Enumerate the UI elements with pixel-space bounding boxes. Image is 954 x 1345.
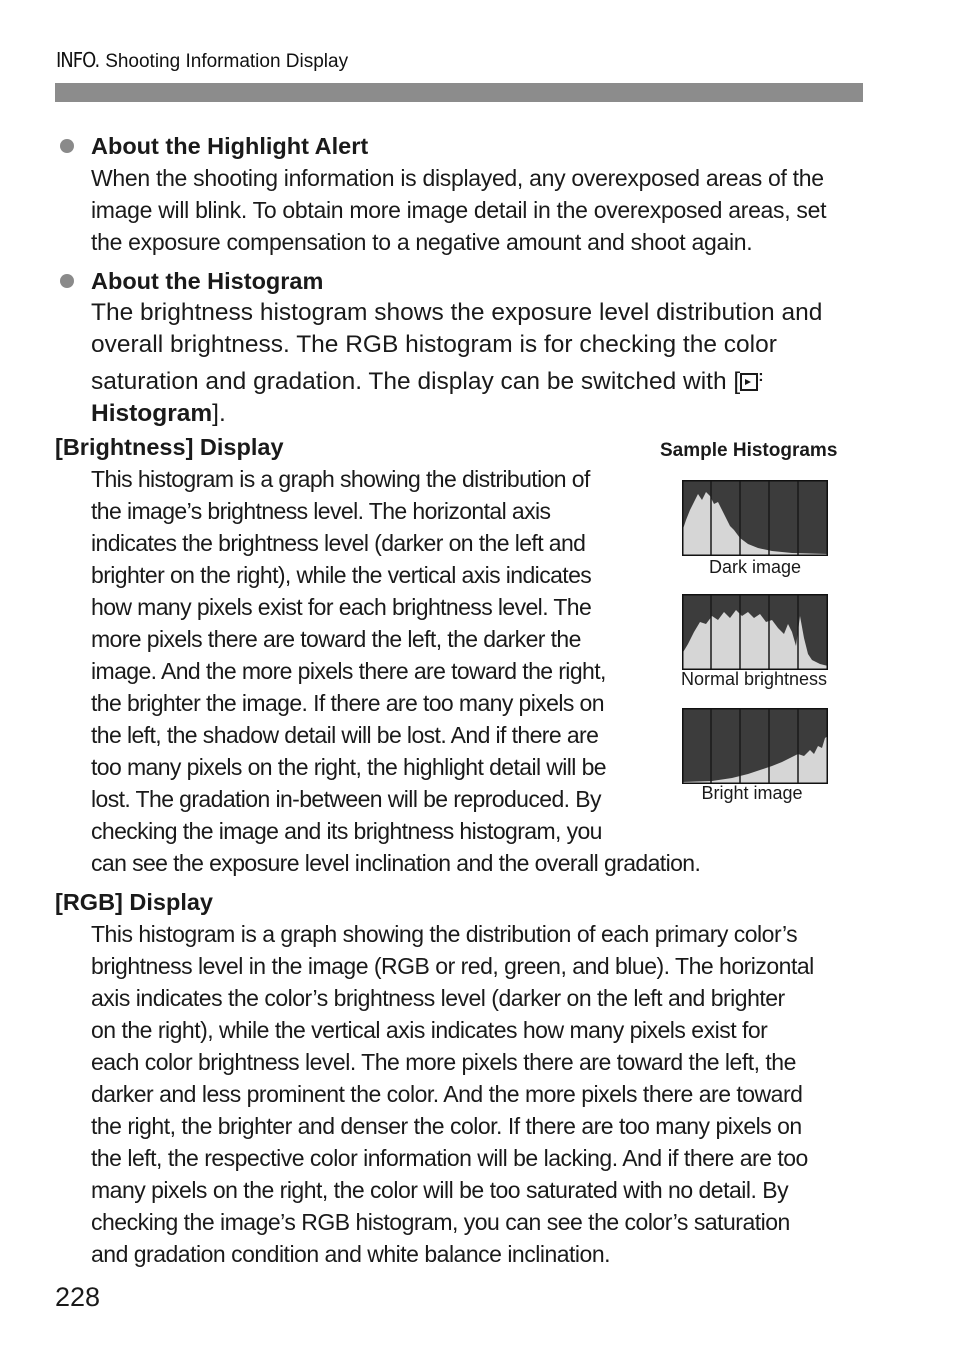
text-line: can see the exposure level inclination and the overall gradation. [91,850,701,876]
text-line: and gradation condition and white balance inclination. [91,1241,611,1267]
text-line: the left, the shadow detail will be lost. And if there are [91,722,599,748]
text-line: checking the image’s RGB histogram, you can see the color’s saturation [91,1209,790,1235]
text-line: how many pixels exist for each brightness level. The [91,594,592,620]
rgb-title: [RGB] Display [55,889,213,915]
text-line: axis indicates the color’s brightness level (darker on the left and brighter [91,985,785,1011]
page-number: 228 [55,1282,101,1312]
header-title: Shooting Information Display [105,51,349,72]
text-line: When the shooting information is displayed, any overexposed areas of the [91,165,824,191]
text-line: more pixels there are toward the left, the darker the [91,626,581,652]
histogram-caption: Bright image [701,783,803,803]
text-line: many pixels on the right, the color will be too saturated with no detail. By [91,1177,789,1203]
bullet-icon [60,274,74,288]
text-line: This histogram is a graph showing the distribution of [91,466,590,492]
info-tag: INFO. [56,48,100,72]
dark-histogram-image [682,480,828,556]
text-line: The brightness histogram shows the exposure level distribution and [91,299,823,326]
text-line: indicates the brightness level (darker on the left and [91,530,586,556]
text-line: the exposure compensation to a negative amount and shoot again. [91,229,753,255]
text-line: checking the image and its brightness histogram, you [91,818,602,844]
menu-suffix: ]. [212,400,226,427]
sample-histograms-title: Sample Histograms [660,440,838,461]
text-line: the image’s brightness level. The horizontal axis [91,498,551,524]
histogram-caption: Normal brightness [680,669,828,689]
menu-item-name: Histogram [91,400,213,427]
menu-tab-dots: : [758,368,764,385]
text-line: brighter on the right), while the vertical axis indicates [91,562,592,588]
text-line-content: saturation and gradation. The display can be switched with [ [91,368,741,395]
histogram-title: About the Histogram [91,268,324,294]
header-bar [55,83,863,102]
normal-histogram-image [682,594,828,670]
bright-histogram-image [682,708,828,784]
histogram-caption: Dark image [708,557,802,577]
rgb-paragraph [91,918,861,1270]
playback-menu-icon [740,373,758,391]
text-line: the brighter the image. If there are too many pixels on [91,690,604,716]
text-line: image. And the more pixels there are toward the right, [91,658,606,684]
text-line: This histogram is a graph showing the distribution of each primary color’s [91,921,798,947]
text-line [91,361,861,398]
highlight-title: About the Highlight Alert [91,133,369,159]
brightness-title: [Brightness] Display [55,434,284,460]
brightness-paragraph [91,463,701,879]
text-line: lost. The gradation in-between will be reproduced. By [91,786,601,812]
histogram-paragraph [91,297,861,430]
page-header [56,48,856,76]
text-line: overall brightness. The RGB histogram is for checking the color [91,331,777,358]
text-line: darker and less prominent the color. And the more pixels there are toward [91,1081,803,1107]
text-line: image will blink. To obtain more image detail in the overexposed areas, set [91,197,827,223]
text-line: on the right), while the vertical axis indicates how many pixels exist for [91,1017,768,1043]
bullet-icon [60,139,74,153]
text-line: brightness level in the image (RGB or red, green, and blue). The horizontal [91,953,814,979]
text-line: each color brightness level. The more pixels there are toward the left, the [91,1049,796,1075]
text-line [91,398,861,430]
text-line: the right, the brighter and denser the color. If there are too many pixels on [91,1113,802,1139]
text-line: too many pixels on the right, the highlight detail will be [91,754,606,780]
highlight-paragraph [91,162,861,258]
text-line: the left, the respective color information will be lacking. And if there are too [91,1145,808,1171]
